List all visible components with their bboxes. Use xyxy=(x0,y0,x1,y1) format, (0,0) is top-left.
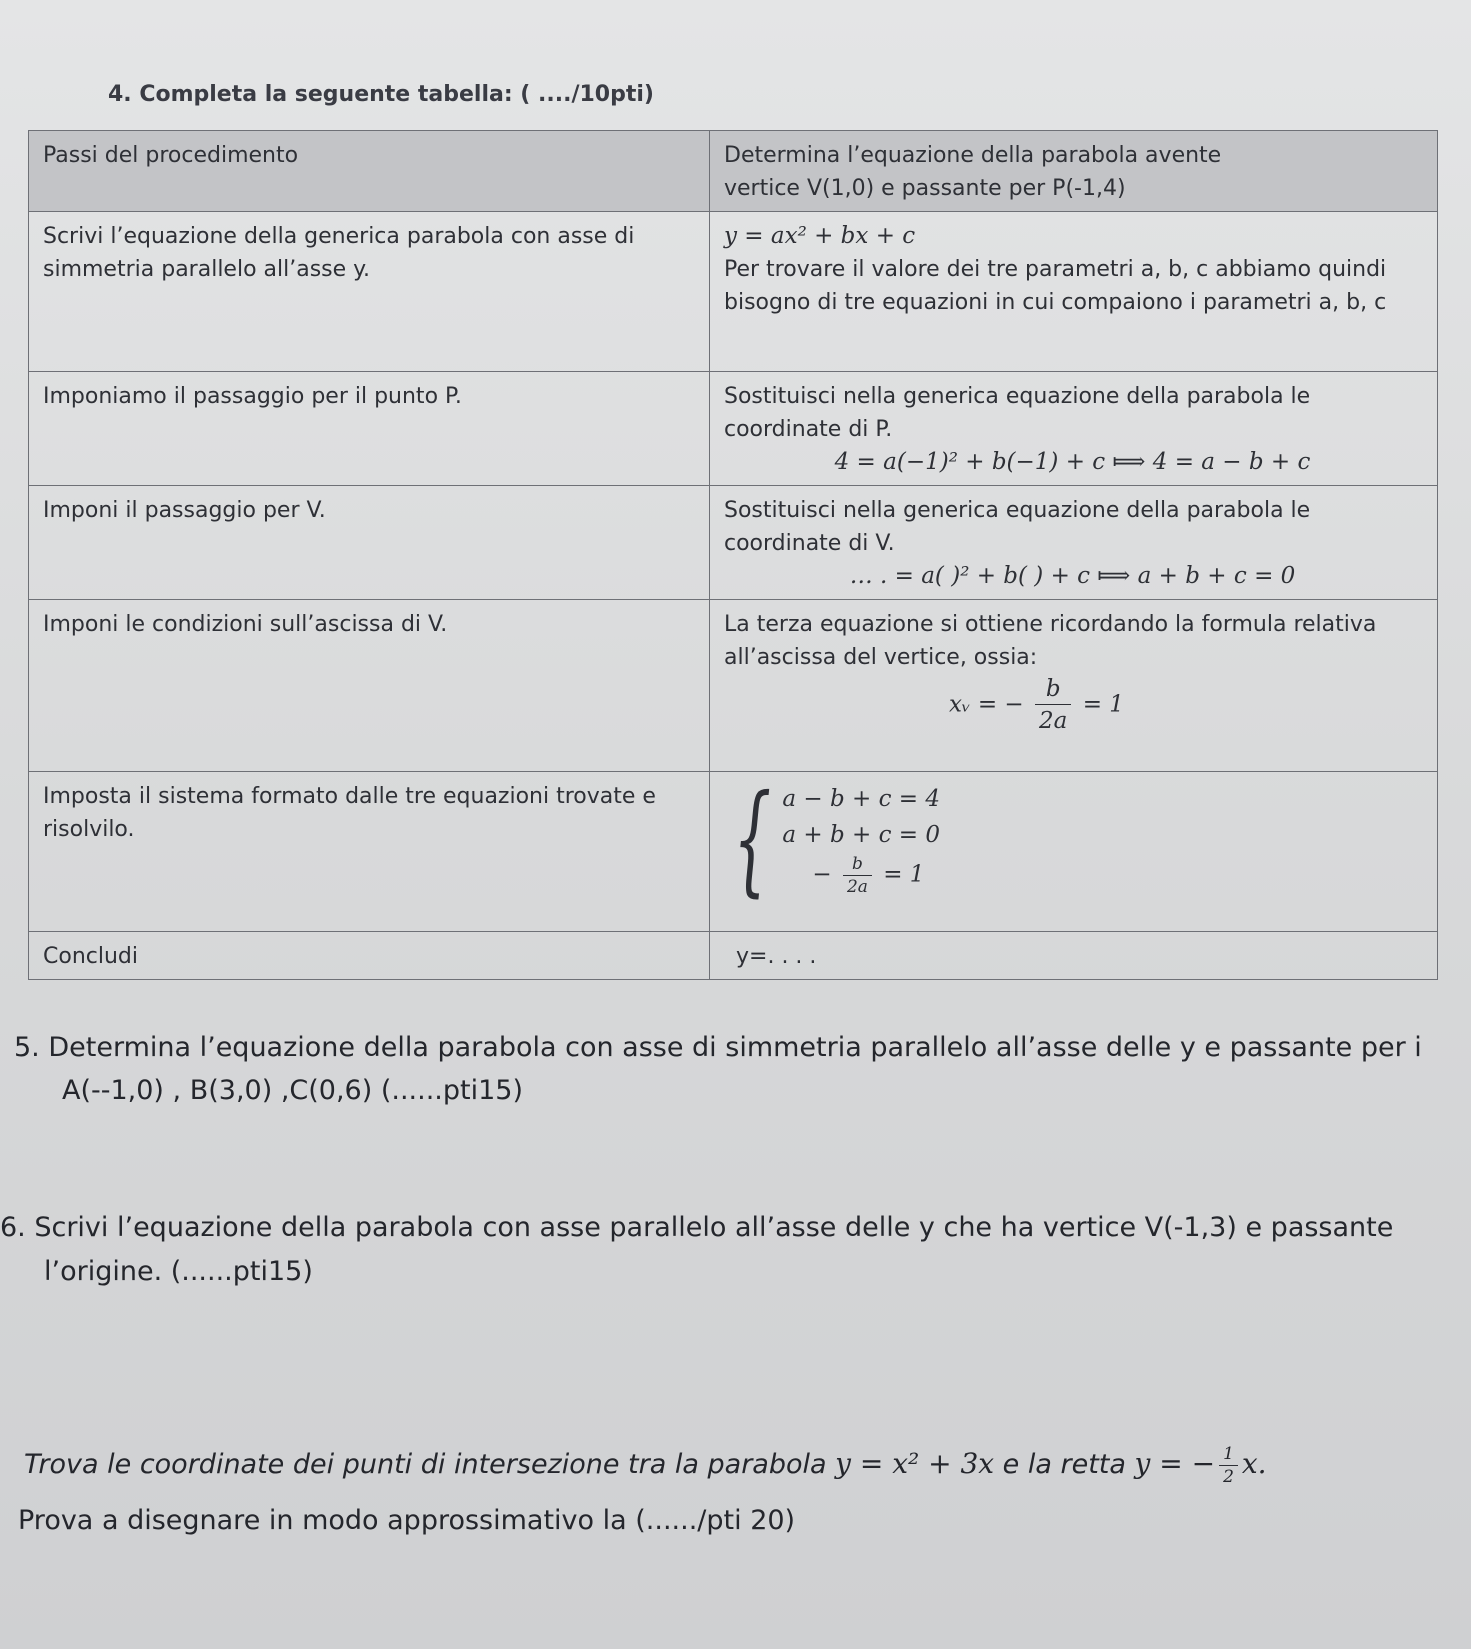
line-equation: y = − $\frac{1}{2}$ x. xyxy=(1134,1444,1267,1487)
answer-vertex-abscissa: La terza equazione si ottiene ricordando la formula relativa all’ascissa del vertice, ossia: xᵥ = − $\frac{b}{2a}$ = 1 xyxy=(710,600,1438,772)
table-header-row xyxy=(29,131,1438,212)
answer-system xyxy=(710,772,1438,932)
vertex-formula: xᵥ = − $\frac{b}{2a}$ = 1 xyxy=(949,676,1124,734)
answer-point-v[interactable]: Sostituisci nella generica equazione della parabola le coordinate di V. … . = a( )² + b( ) + c ⟾ a + b + c = 0 xyxy=(710,486,1438,600)
general-equation-math: y = ax² + bx + c xyxy=(724,223,916,249)
exercise-7-draw: Prova a disegnare in modo approssimativo la (....../pti 20) xyxy=(18,1505,796,1536)
step-vertex-abscissa: Imponi le condizioni sull’ascissa di V. xyxy=(29,600,710,772)
general-equation-text: Per trovare il valore dei tre parametri a, b, c abbiamo quindi bisogno di tre equazioni in cui compaiono i parametri a, b, c xyxy=(724,257,1387,315)
exercise-5-points: A(--1,0) , B(3,0) ,C(0,6) (......pti15) xyxy=(62,1075,523,1106)
table-row xyxy=(29,600,1438,772)
answer-general-equation xyxy=(710,212,1438,372)
answer-conclude[interactable]: y=. . . . xyxy=(710,932,1438,980)
procedure-table xyxy=(28,130,1438,980)
equation-point-v[interactable]: … . = a( )² + b( ) + c ⟾ a + b + c = 0 xyxy=(849,563,1296,589)
header-steps: Passi del procedimento xyxy=(29,131,710,212)
header-task: Determina l’equazione della parabola avente vertice V(1,0) e passante per P(-1,4) xyxy=(710,131,1438,212)
step-point-p: Imponiamo il passaggio per il punto P. xyxy=(29,372,710,486)
step-system: Imposta il sistema formato dalle tre equazioni trovate e risolvilo. xyxy=(29,772,710,932)
exercise-6-origin: l’origine. (......pti15) xyxy=(44,1256,313,1287)
answer-point-p: Sostituisci nella generica equazione della parabola le coordinate di P. 4 = a(−1)² + b(−1) + c ⟾ 4 = a − b + c xyxy=(710,372,1438,486)
step-general-equation: Scrivi l’equazione della generica parabola con asse di simmetria parallelo all’asse y. xyxy=(29,212,710,372)
exercise-7-text: Trova le coordinate dei punti di intersezione tra la parabola y = x² + 3x e la retta y = − $\frac{1}{2}$ x. xyxy=(24,1444,1267,1487)
table-row xyxy=(29,212,1438,372)
table-row xyxy=(29,486,1438,600)
table-row xyxy=(29,372,1438,486)
table-row xyxy=(29,932,1438,980)
exercise-4-heading: 4. Completa la seguente tabella: ( ..../10pti) xyxy=(108,82,654,107)
table-row xyxy=(29,772,1438,932)
step-conclude: Concludi xyxy=(29,932,710,980)
parabola-equation: y = x² + 3x xyxy=(835,1447,995,1480)
equation-point-p: 4 = a(−1)² + b(−1) + c ⟾ 4 = a − b + c xyxy=(834,449,1311,475)
equation-system: { a − b + c = 4 a + b + c = 0 − $\frac{b}{2a}$ = 1 xyxy=(733,770,940,909)
step-point-v: Imponi il passaggio per V. xyxy=(29,486,710,600)
exercise-6-text: 6. Scrivi l’equazione della parabola con asse parallelo all’asse delle y che ha vertice V(-1,3) e passante xyxy=(0,1212,1394,1243)
exercise-5-text: 5. Determina l’equazione della parabola con asse di simmetria parallelo all’asse delle y e passante per i xyxy=(14,1032,1422,1063)
